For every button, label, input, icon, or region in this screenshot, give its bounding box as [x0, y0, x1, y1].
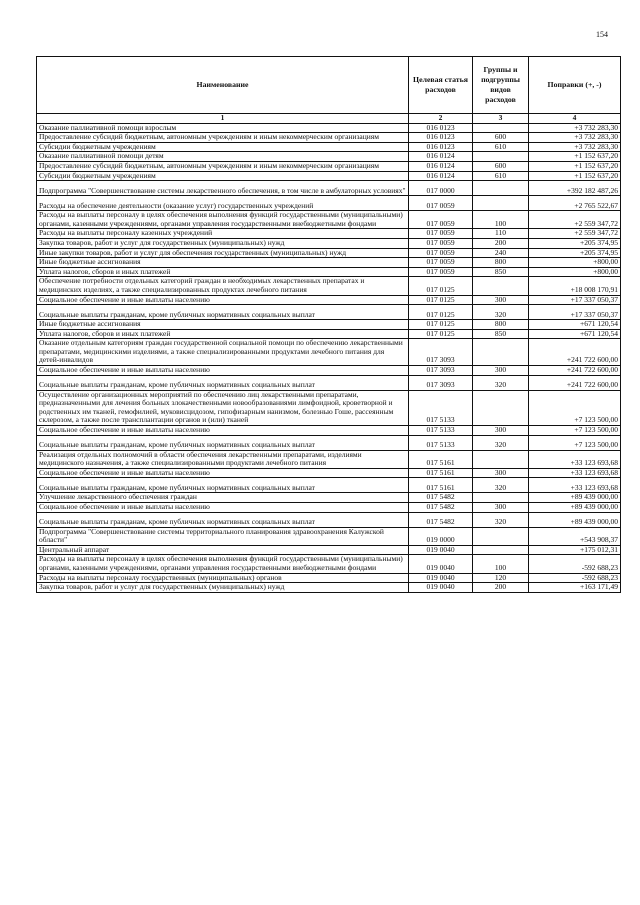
table-row — [37, 123, 621, 133]
row-target-code: 017 5161 — [409, 468, 473, 478]
row-name: Закупка товаров, работ и услуг для государственных (муниципальных) нужд — [37, 238, 409, 248]
row-expense-group: 120 — [473, 573, 529, 583]
row-expense-group — [473, 123, 529, 133]
table-row — [37, 267, 621, 277]
row-amount: +241 722 600,00 — [529, 375, 621, 390]
row-amount: +2 765 522,67 — [529, 196, 621, 211]
table-row — [37, 583, 621, 593]
header-target-article: Целевая статья расходов — [409, 57, 473, 114]
row-target-code: 019 0000 — [409, 527, 473, 545]
row-target-code: 016 0124 — [409, 152, 473, 162]
column-number: 2 — [409, 114, 473, 124]
row-expense-group: 300 — [473, 503, 529, 513]
row-amount: +7 123 500,00 — [529, 435, 621, 450]
table-row — [37, 133, 621, 143]
row-expense-group: 320 — [473, 512, 529, 527]
row-expense-group: 300 — [473, 366, 529, 376]
table-row — [37, 238, 621, 248]
table-row — [37, 390, 621, 425]
row-amount: +17 337 050,37 — [529, 295, 621, 305]
row-name: Социальное обеспечение и иные выплаты населению — [37, 295, 409, 305]
row-target-code: 017 0000 — [409, 181, 473, 196]
row-amount: +33 123 693,68 — [529, 478, 621, 493]
row-target-code: 016 0123 — [409, 123, 473, 133]
row-name: Закупка товаров, работ и услуг для государственных (муниципальных) нужд — [37, 583, 409, 593]
row-name: Улучшение лекарственного обеспечения граждан — [37, 493, 409, 503]
table-row — [37, 450, 621, 468]
row-amount: +89 439 000,00 — [529, 503, 621, 513]
row-name: Социальные выплаты гражданам, кроме публичных нормативных социальных выплат — [37, 478, 409, 493]
table-row — [37, 171, 621, 181]
row-expense-group: 200 — [473, 583, 529, 593]
row-name: Социальные выплаты гражданам, кроме публичных нормативных социальных выплат — [37, 305, 409, 320]
table-header-row — [37, 57, 621, 114]
row-amount: +2 559 347,72 — [529, 229, 621, 239]
row-name: Иные бюджетные ассигнования — [37, 258, 409, 268]
table-row — [37, 573, 621, 583]
row-expense-group — [473, 339, 529, 366]
row-target-code: 016 0123 — [409, 142, 473, 152]
row-expense-group: 300 — [473, 426, 529, 436]
header-name: Наименование — [37, 57, 409, 114]
row-target-code: 017 0059 — [409, 196, 473, 211]
row-name: Осуществление организационных мероприятий по обеспечению лиц лекарственными препаратами, предназначенными для лечения больных злокачественными новообразованиями лимфоидной, кроветворной и родственных им тканей, гемофилией, муковисцидозом, гипофизарным нанизмом, болезнью Гоше, рассеянным склерозом, а также после трансплантации органов и (или) тканей — [37, 390, 409, 425]
row-expense-group: 320 — [473, 478, 529, 493]
row-target-code: 016 0124 — [409, 171, 473, 181]
row-target-code: 017 5161 — [409, 478, 473, 493]
row-expense-group: 850 — [473, 329, 529, 339]
row-amount: +543 908,37 — [529, 527, 621, 545]
row-expense-group: 110 — [473, 229, 529, 239]
row-expense-group — [473, 196, 529, 211]
row-expense-group: 320 — [473, 305, 529, 320]
row-target-code: 019 0040 — [409, 555, 473, 573]
row-amount: +800,00 — [529, 267, 621, 277]
table-row — [37, 258, 621, 268]
table-body — [37, 123, 621, 592]
row-expense-group: 200 — [473, 238, 529, 248]
row-amount: +800,00 — [529, 258, 621, 268]
column-number: 3 — [473, 114, 529, 124]
column-number-row — [37, 114, 621, 124]
table-row — [37, 248, 621, 258]
table-row — [37, 211, 621, 229]
row-amount: +7 123 500,00 — [529, 390, 621, 425]
row-amount: +175 012,31 — [529, 545, 621, 555]
row-target-code: 019 0040 — [409, 583, 473, 593]
row-name: Социальное обеспечение и иные выплаты населению — [37, 426, 409, 436]
row-name: Оказание отдельным категориям граждан государственной социальной помощи по обеспечению лекарственными препаратами, медицинскими изделиями, а также специализированными продуктами лечебного питания для детей-инвалидов — [37, 339, 409, 366]
row-name: Иные закупки товаров, работ и услуг для обеспечения государственных (муниципальных) нужд — [37, 248, 409, 258]
table-row — [37, 555, 621, 573]
row-target-code: 017 0059 — [409, 238, 473, 248]
row-expense-group: 100 — [473, 555, 529, 573]
row-name: Подпрограмма "Совершенствование системы лекарственного обеспечения, в том числе в амбулаторных условиях" — [37, 181, 409, 196]
row-name: Предоставление субсидий бюджетным, автономным учреждениям и иным некоммерческим организациям — [37, 133, 409, 143]
row-target-code: 017 3093 — [409, 366, 473, 376]
row-name: Иные бюджетные ассигнования — [37, 320, 409, 330]
table-row — [37, 375, 621, 390]
row-expense-group — [473, 390, 529, 425]
row-expense-group — [473, 545, 529, 555]
header-amendment: Поправки (+, -) — [529, 57, 621, 114]
row-expense-group — [473, 450, 529, 468]
row-target-code: 017 0059 — [409, 267, 473, 277]
header-expense-group: Группы и подгруппы видов расходов — [473, 57, 529, 114]
budget-amendments-table — [36, 56, 621, 593]
row-amount: +205 374,95 — [529, 248, 621, 258]
row-amount: -592 688,23 — [529, 573, 621, 583]
table-row — [37, 152, 621, 162]
row-name: Субсидии бюджетным учреждениям — [37, 142, 409, 152]
row-amount: +241 722 600,00 — [529, 339, 621, 366]
row-expense-group: 300 — [473, 295, 529, 305]
row-amount: +7 123 500,00 — [529, 426, 621, 436]
row-amount: +17 337 050,37 — [529, 305, 621, 320]
column-number: 4 — [529, 114, 621, 124]
row-amount: +33 123 693,68 — [529, 450, 621, 468]
table-row — [37, 426, 621, 436]
row-expense-group: 610 — [473, 142, 529, 152]
row-target-code: 017 5133 — [409, 435, 473, 450]
row-amount: +3 732 283,30 — [529, 123, 621, 133]
row-expense-group: 300 — [473, 468, 529, 478]
row-amount: +2 559 347,72 — [529, 211, 621, 229]
row-target-code: 017 0125 — [409, 329, 473, 339]
row-expense-group — [473, 277, 529, 295]
table-row — [37, 478, 621, 493]
row-target-code: 017 0125 — [409, 305, 473, 320]
row-amount: +205 374,95 — [529, 238, 621, 248]
table-row — [37, 305, 621, 320]
row-amount: +671 120,54 — [529, 320, 621, 330]
row-name: Социальное обеспечение и иные выплаты населению — [37, 366, 409, 376]
table-row — [37, 468, 621, 478]
table-row — [37, 329, 621, 339]
row-name: Социальные выплаты гражданам, кроме публичных нормативных социальных выплат — [37, 435, 409, 450]
row-amount: +89 439 000,00 — [529, 512, 621, 527]
row-name: Обеспечение потребности отдельных категорий граждан в необходимых лекарственных препаратах и медицинских изделиях, а также специализированных продуктах лечебного питания — [37, 277, 409, 295]
row-name: Оказание паллиативной помощи детям — [37, 152, 409, 162]
row-amount: +89 439 000,00 — [529, 493, 621, 503]
table-row — [37, 277, 621, 295]
row-name: Расходы на выплаты персоналу казенных учреждений — [37, 229, 409, 239]
table-row — [37, 142, 621, 152]
row-name: Уплата налогов, сборов и иных платежей — [37, 329, 409, 339]
row-target-code: 017 3093 — [409, 339, 473, 366]
row-expense-group: 320 — [473, 435, 529, 450]
table-row — [37, 545, 621, 555]
row-amount: -592 688,23 — [529, 555, 621, 573]
row-name: Субсидии бюджетным учреждениям — [37, 171, 409, 181]
row-target-code: 017 0125 — [409, 295, 473, 305]
row-amount: +1 152 637,20 — [529, 152, 621, 162]
row-target-code: 017 3093 — [409, 375, 473, 390]
row-amount: +3 732 283,30 — [529, 142, 621, 152]
row-name: Реализация отдельных полномочий в области обеспечения лекарственными препаратами, изделиями медицинского назначения, а также специализированными продуктами лечебного питания — [37, 450, 409, 468]
row-amount: +18 008 170,91 — [529, 277, 621, 295]
table-row — [37, 161, 621, 171]
row-expense-group: 800 — [473, 258, 529, 268]
row-expense-group: 240 — [473, 248, 529, 258]
row-name: Предоставление субсидий бюджетным, автономным учреждениям и иным некоммерческим организациям — [37, 161, 409, 171]
row-target-code: 016 0123 — [409, 133, 473, 143]
table-row — [37, 295, 621, 305]
row-name: Расходы на обеспечение деятельности (оказание услуг) государственных учреждений — [37, 196, 409, 211]
table-row — [37, 229, 621, 239]
row-name: Социальное обеспечение и иные выплаты населению — [37, 468, 409, 478]
table-row — [37, 527, 621, 545]
row-target-code: 017 5482 — [409, 503, 473, 513]
row-amount: +392 182 487,26 — [529, 181, 621, 196]
table-row — [37, 196, 621, 211]
row-name: Центральный аппарат — [37, 545, 409, 555]
table-row — [37, 503, 621, 513]
row-target-code: 017 0125 — [409, 320, 473, 330]
row-name: Оказание паллиативной помощи взрослым — [37, 123, 409, 133]
row-expense-group — [473, 527, 529, 545]
row-target-code: 017 5482 — [409, 512, 473, 527]
table-row — [37, 181, 621, 196]
row-expense-group — [473, 181, 529, 196]
row-expense-group: 600 — [473, 161, 529, 171]
table-row — [37, 320, 621, 330]
row-name: Социальные выплаты гражданам, кроме публичных нормативных социальных выплат — [37, 512, 409, 527]
row-expense-group: 100 — [473, 211, 529, 229]
row-target-code: 017 5482 — [409, 493, 473, 503]
row-target-code: 019 0040 — [409, 573, 473, 583]
table-row — [37, 339, 621, 366]
row-expense-group: 610 — [473, 171, 529, 181]
row-name: Расходы на выплаты персоналу государственных (муниципальных) органов — [37, 573, 409, 583]
row-name: Социальное обеспечение и иные выплаты населению — [37, 503, 409, 513]
table-row — [37, 512, 621, 527]
row-name: Расходы на выплаты персоналу в целях обеспечения выполнения функций государственными (муниципальными) органами, казенными учреждениями, органами управления государственными внебюджетными фондами — [37, 555, 409, 573]
row-target-code: 016 0124 — [409, 161, 473, 171]
row-expense-group: 800 — [473, 320, 529, 330]
row-amount: +33 123 693,68 — [529, 468, 621, 478]
row-expense-group — [473, 493, 529, 503]
row-target-code: 017 0059 — [409, 258, 473, 268]
row-amount: +3 732 283,30 — [529, 133, 621, 143]
row-target-code: 017 0059 — [409, 211, 473, 229]
row-amount: +241 722 600,00 — [529, 366, 621, 376]
row-expense-group: 320 — [473, 375, 529, 390]
page-number: 154 — [596, 30, 608, 39]
table-row — [37, 366, 621, 376]
row-amount: +1 152 637,20 — [529, 171, 621, 181]
row-expense-group: 600 — [473, 133, 529, 143]
column-number: 1 — [37, 114, 409, 124]
row-amount: +163 171,49 — [529, 583, 621, 593]
row-amount: +671 120,54 — [529, 329, 621, 339]
row-name: Уплата налогов, сборов и иных платежей — [37, 267, 409, 277]
row-amount: +1 152 637,20 — [529, 161, 621, 171]
table-row — [37, 435, 621, 450]
row-target-code: 017 5133 — [409, 426, 473, 436]
row-name: Расходы на выплаты персоналу в целях обеспечения выполнения функций государственными (муниципальными) органами, казенными учреждениями, органами управления государственными внебюджетными фондами — [37, 211, 409, 229]
row-expense-group: 850 — [473, 267, 529, 277]
row-target-code: 017 0059 — [409, 229, 473, 239]
row-target-code: 017 5133 — [409, 390, 473, 425]
row-target-code: 017 5161 — [409, 450, 473, 468]
row-name: Социальные выплаты гражданам, кроме публичных нормативных социальных выплат — [37, 375, 409, 390]
row-expense-group — [473, 152, 529, 162]
row-name: Подпрограмма "Совершенствование системы территориального планирования здравоохранения Калужской области" — [37, 527, 409, 545]
table-row — [37, 493, 621, 503]
row-target-code: 017 0125 — [409, 277, 473, 295]
row-target-code: 019 0040 — [409, 545, 473, 555]
row-target-code: 017 0059 — [409, 248, 473, 258]
